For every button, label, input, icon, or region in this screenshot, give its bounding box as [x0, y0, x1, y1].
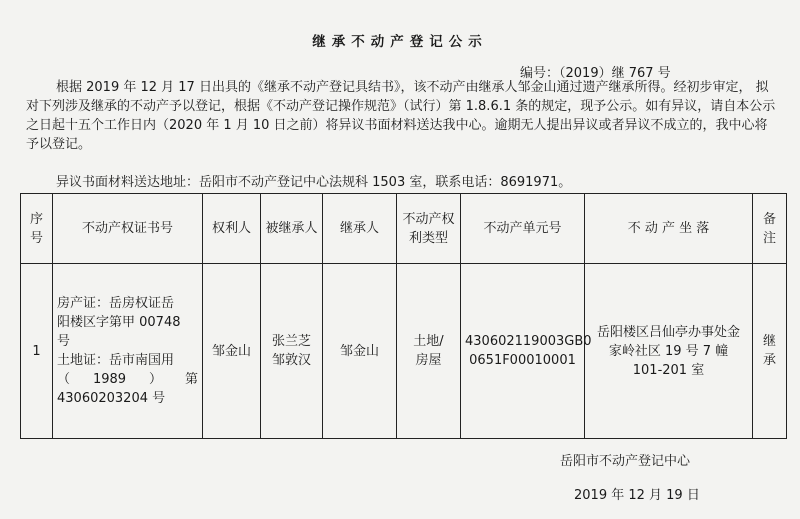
- header-certificate: 不动产权证书号: [53, 194, 203, 264]
- notice-title: 继承不动产登记公示: [312, 34, 488, 50]
- cell-deceased: [261, 264, 323, 439]
- cert-token: 1989: [92, 372, 127, 387]
- cell-holder: 邹金山: [203, 264, 261, 439]
- notice-paragraph-main: 根据 2019 年 12 月 17 日出具的《继承不动产登记具结书》，该不动产由继承人邹金山通过遗产继承所得。经初步审定， 拟对下列涉及继承的不动产予以登记，根据《不动产登记操作规范》（试行）第 1.8.6.1 条的规定，现予公示。如有异议，请自本公示之日起十五个工作日内（2020 年 1 月 10 日之前）将异议书面材料送达我中心。逾期无人提出异议或者异议不成立的，我中心将予以登记。: [26, 80, 776, 152]
- header-remark: 备注: [753, 194, 787, 264]
- header-deceased: 被继承人: [261, 194, 323, 264]
- location-line: 岳阳楼区吕仙亭办事处金: [596, 324, 740, 340]
- cell-right-type: [397, 264, 461, 439]
- cell-location: [585, 264, 753, 439]
- cell-seq: 1: [21, 264, 53, 439]
- cert-token: ）: [149, 372, 163, 387]
- cert-line: 43060203204 号: [57, 391, 166, 406]
- location-line: 家岭社区 19 号 7 幢: [608, 343, 729, 359]
- issuing-organization: 岳阳市不动产登记中心: [560, 454, 691, 469]
- cell-remark: 继承: [753, 264, 787, 439]
- cert-token: （: [57, 372, 71, 387]
- unit-number-line: 430602119003GB0: [465, 334, 592, 349]
- header-seq: 序号: [21, 194, 53, 264]
- cert-line: 土地证：岳市南国用: [57, 353, 175, 368]
- notice-paragraph-address: 异议书面材料送达地址：岳阳市不动产登记中心法规科 1503 室，联系电话：8691971。: [56, 175, 572, 190]
- right-type-line: 土地/: [413, 334, 444, 349]
- header-holder: 权利人: [203, 194, 261, 264]
- cert-line: 房产证：岳房权证岳: [57, 296, 175, 311]
- cell-unit-number: [461, 264, 592, 439]
- deceased-name: 邹敦汉: [271, 353, 311, 368]
- cert-token: 第: [184, 372, 198, 387]
- cell-certificate: [53, 264, 203, 439]
- deceased-name: 张兰芝: [271, 334, 311, 349]
- right-type-line: 房屋: [415, 353, 442, 368]
- cert-line: 阳楼区字第甲 00748: [57, 315, 181, 330]
- unit-number-line: 0651F00010001: [469, 353, 576, 368]
- location-line: 101-201 室: [632, 362, 705, 378]
- cell-heir: 邹金山: [323, 264, 397, 439]
- header-unit-number: 不动产单元号: [461, 194, 585, 264]
- table-row: [21, 264, 787, 439]
- header-location: 不 动 产 坐 落: [585, 194, 753, 264]
- cert-line-justified: [57, 370, 198, 389]
- header-heir: 继承人: [323, 194, 397, 264]
- header-right-type: 不动产权利类型: [397, 194, 461, 264]
- issue-date: 2019 年 12 月 19 日: [574, 488, 700, 503]
- cert-line: 号: [57, 334, 71, 349]
- inheritance-table: [20, 193, 787, 439]
- document-number: 编号：（2019）继 767 号: [520, 66, 671, 81]
- table-header-row: [21, 194, 787, 264]
